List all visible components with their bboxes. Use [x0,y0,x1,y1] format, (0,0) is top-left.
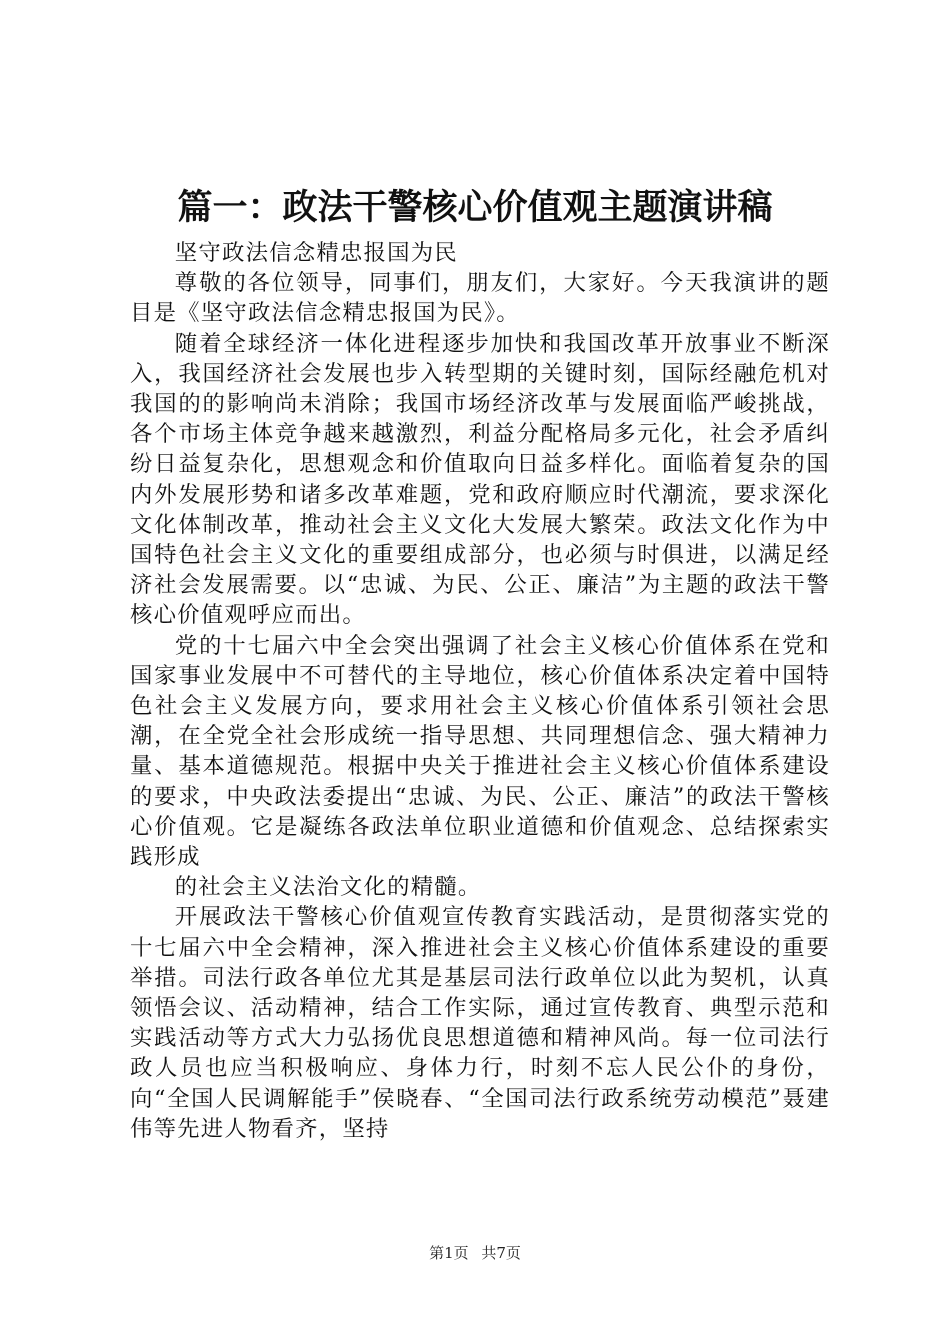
page-number: 第1页 [429,1244,469,1262]
body-paragraph: 开展政法干警核心价值观宣传教育实践活动，是贯彻落实党的十七届六中全会精神，深入推进社会主义核心价值体系建设的重要举措。司法行政各单位尤其是基层司法行政单位以此为契机，认真领悟会议、活动精神，结合工作实际，通过宣传教育、典型示范和实践活动等方式大力弘扬优良思想道德和精神风尚。每一位司法行政人员也应当积极响应、身体力行，时刻不忘人民公仆的身份，向“全国人民调解能手”侯晓春、“全国司法行政系统劳动模范”聂建伟等先进人物看齐，坚持 [130,904,830,1142]
document-body [130,238,830,1144]
page-total: 共7页 [481,1244,521,1262]
page-footer [0,1243,950,1263]
body-paragraph: 党的十七届六中全会突出强调了社会主义核心价值体系在党和国家事业发展中不可替代的主导地位，核心价值体系决定着中国特色社会主义发展方向，要求用社会主义核心价值体系引领社会思潮，在全党全社会形成统一指导思想、共同理想信念、强大精神力量、基本道德规范。根据中央关于推进社会主义核心价值体系建设的要求，中央政法委提出“忠诚、为民、公正、廉洁”的政法干警核心价值观。它是凝练各政法单位职业道德和价值观念、总结探索实践形成 [130,632,830,871]
body-paragraph: 随着全球经济一体化进程逐步加快和我国改革开放事业不断深入，我国经济社会发展也步入转型期的关键时刻，国际经融危机对我国的的影响尚未消除；我国市场经济改革与发展面临严峻挑战，各个市场主体竞争越来越激烈，利益分配格局多元化，社会矛盾纠纷日益复杂化，思想观念和价值取向日益多样化。面临着复杂的国内外发展形势和诸多改革难题，党和政府顺应时代潮流，要求深化文化体制改革，推动社会主义文化大发展大繁荣。政法文化作为中国特色社会主义文化的重要组成部分，也必须与时俱进，以满足经济社会发展需要。以“忠诚、为民、公正、廉洁”为主题的政法干警核心价值观呼应而出。 [130,330,830,629]
greeting-paragraph: 尊敬的各位领导，同事们，朋友们，大家好。今天我演讲的题目是《坚守政法信念精忠报国为民》。 [130,270,830,327]
document-title: 篇一：政法干警核心价值观主题演讲稿 [177,187,773,228]
body-paragraph: 的社会主义法治文化的精髓。 [174,874,482,901]
subtitle-paragraph: 坚守政法信念精忠报国为民 [174,240,458,266]
